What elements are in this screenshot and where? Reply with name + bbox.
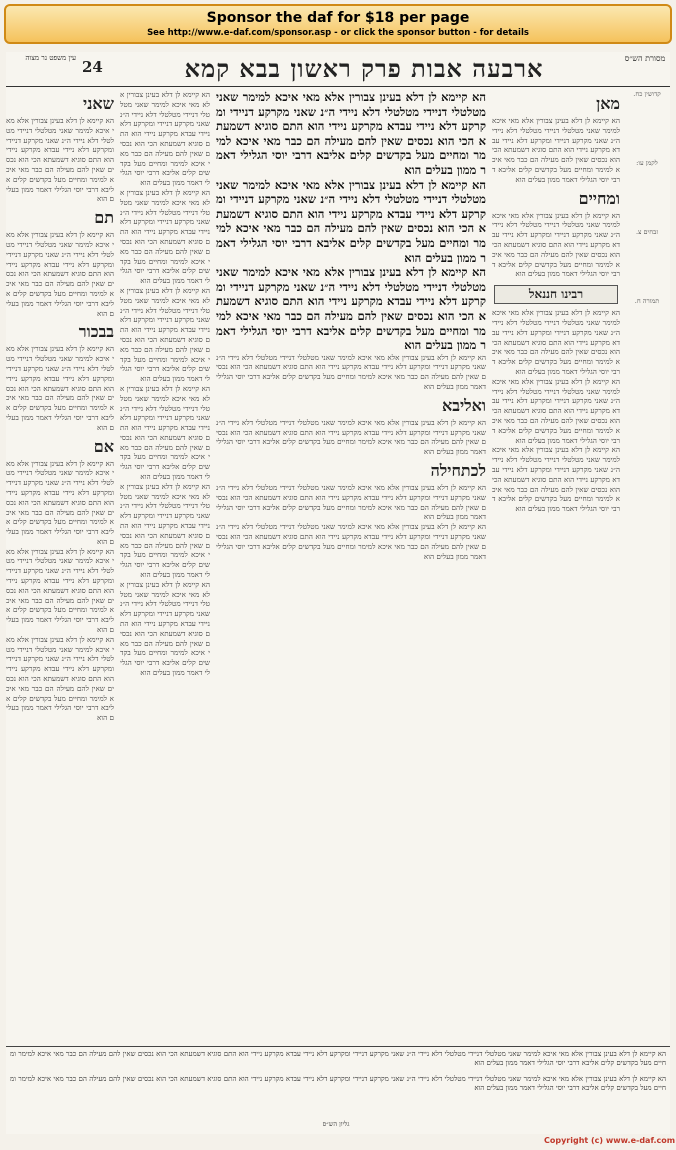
margin-reference: תמורה ח.	[634, 297, 660, 305]
commentary-text: הא קיימא לן דלא בעינן צבורין אלא מאי איכא למימר שאני מטלטלי דניידי מטלטלי דלא ניידי ה״נ שאני מקרקע דניידי ומקרקע דלא ניידי עבדא מקרקע ניידי הוא התם סוגיא דשמעתא הכי הוא נכסים שאין להם מעילה הם כבר מאי איכא למימר ומחיים מעל בקדשים קלים אליבא דרבי יוסי הגלילי דאמר ממון בעלים הוא	[492, 445, 620, 514]
footnote-text: הא קיימא לן דלא בעינן צבורין אלא מאי איכא למימר שאני מטלטלי דניידי מטלטלי דלא ניידי ה״נ שאני מקרקע דניידי ומקרקע דלא ניידי עבדא מקרקע ניידי הוא התם סוגיא דשמעתא הכי הוא נכסים שאין להם מעילה הם כבר מאי איכא למימר ומחיים מעל בקדשים קלים אליבא דרבי יוסי הגלילי דאמר ממון בעלים הוא	[10, 1050, 666, 1068]
gemara-text: הא קיימא לן דלא בעינן צבורין אלא מאי איכא למימר שאני מטלטלי דניידי מטלטלי דלא ניידי ה״נ שאני מקרקע דניידי ומקרקע דלא ניידי עבדא מקרקע ניידי הוא התם סוגיא דשמעתא הכי הוא נכסים שאין להם מעילה הם כבר מאי איכא למימר ומחיים מעל בקדשים קלים אליבא דרבי יוסי הגלילי דאמר ממון בעלים הוא	[216, 90, 486, 177]
gilyon-hashas-label: גליון הש״ס	[322, 1120, 350, 1128]
commentary-text: הא קיימא לן דלא בעינן צבורין אלא מאי איכא למימר שאני מטלטלי דניידי מטלטלי דלא ניידי ה״נ שאני מקרקע דניידי ומקרקע דלא ניידי עבדא מקרקע ניידי הוא התם סוגיא דשמעתא הכי הוא נכסים שאין להם מעילה הם כבר מאי איכא למימר ומחיים מעל בקדשים קלים אליבא דרבי יוסי הגלילי דאמר ממון בעלים הוא	[492, 376, 620, 445]
sponsor-title: Sponsor the daf for $18 per page	[206, 10, 470, 26]
commentary-text: הא קיימא לן דלא בעינן צבורין אלא מאי איכא למימר שאני מטלטלי דניידי מטלטלי דלא ניידי ה״נ שאני מקרקע דניידי ומקרקע דלא ניידי עבדא מקרקע ניידי הוא התם סוגיא דשמעתא הכי הוא נכסים שאין להם מעילה הם כבר מאי איכא למימר ומחיים מעל בקדשים קלים אליבא דרבי יוסי הגלילי דאמר ממון בעלים הוא	[120, 481, 210, 580]
masoret-hashas-margin	[624, 90, 670, 1040]
gemara-text: הא קיימא לן דלא בעינן צבורין אלא מאי איכא למימר שאני מטלטלי דניידי מטלטלי דלא ניידי ה״נ שאני מקרקע דניידי ומקרקע דלא ניידי עבדא מקרקע ניידי הוא התם סוגיא דשמעתא הכי הוא נכסים שאין להם מעילה הם כבר מאי איכא למימר ומחיים מעל בקדשים קלים אליבא דרבי יוסי הגלילי דאמר ממון בעלים הוא	[216, 265, 486, 353]
dibbur-hamatchil: לכתחילה	[430, 461, 486, 481]
margin-reference: זבחים צ.	[635, 228, 659, 236]
dibbur-hamatchil: שאני	[83, 94, 114, 113]
gemara-column	[216, 90, 486, 1040]
commentary-text: הא קיימא לן דלא בעינן צבורין אלא מאי איכא למימר שאני מטלטלי דניידי מטלטלי דלא ניידי ה״נ שאני מקרקע דניידי ומקרקע דלא ניידי עבדא מקרקע ניידי הוא התם סוגיא דשמעתא הכי הוא נכסים שאין להם מעילה הם כבר מאי איכא למימר ומחיים מעל בקדשים קלים אליבא דרבי יוסי הגלילי דאמר ממון בעלים הוא	[6, 458, 114, 546]
bottom-notes	[6, 1046, 670, 1127]
page-header	[6, 52, 670, 86]
copyright-link[interactable]: Copyright (c) www.e-daf.com	[544, 1136, 676, 1145]
commentary-text: הא קיימא לן דלא בעינן צבורין אלא מאי איכא למימר שאני מטלטלי דניידי מטלטלי דלא ניידי ה״נ שאני מקרקע דניידי ומקרקע דלא ניידי עבדא מקרקע ניידי הוא התם סוגיא דשמעתא הכי הוא נכסים שאין להם מעילה הם כבר מאי איכא למימר ומחיים מעל בקדשים קלים אליבא דרבי יוסי הגלילי דאמר ממון בעלים הוא	[6, 344, 114, 432]
commentary-text: הא קיימא לן דלא בעינן צבורין אלא מאי איכא למימר שאני מטלטלי דניידי מטלטלי דלא ניידי ה״נ שאני מקרקע דניידי ומקרקע דלא ניידי עבדא מקרקע ניידי הוא התם סוגיא דשמעתא הכי הוא נכסים שאין להם מעילה הם כבר מאי איכא למימר ומחיים מעל בקדשים קלים אליבא דרבי יוסי הגלילי דאמר ממון בעלים הוא	[6, 116, 114, 204]
commentary-text: הא קיימא לן דלא בעינן צבורין אלא מאי איכא למימר שאני מטלטלי דניידי מטלטלי דלא ניידי ה״נ שאני מקרקע דניידי ומקרקע דלא ניידי עבדא מקרקע ניידי הוא התם סוגיא דשמעתא הכי הוא נכסים שאין להם מעילה הם כבר מאי איכא למימר ומחיים מעל בקדשים קלים אליבא דרבי יוסי הגלילי דאמר ממון בעלים הוא	[216, 417, 486, 457]
commentary-text: הא קיימא לן דלא בעינן צבורין אלא מאי איכא למימר שאני מטלטלי דניידי מטלטלי דלא ניידי ה״נ שאני מקרקע דניידי ומקרקע דלא ניידי עבדא מקרקע ניידי הוא התם סוגיא דשמעתא הכי הוא נכסים שאין להם מעילה הם כבר מאי איכא למימר ומחיים מעל בקדשים קלים אליבא דרבי יוסי הגלילי דאמר ממון בעלים הוא	[492, 116, 620, 184]
dibbur-hamatchil: מאן	[596, 94, 620, 113]
rabbeinu-chananel-heading: רבינו חננאל	[494, 285, 618, 304]
commentary-text: הא קיימא לן דלא בעינן צבורין אלא מאי איכא למימר שאני מטלטלי דניידי מטלטלי דלא ניידי ה״נ שאני מקרקע דניידי ומקרקע דלא ניידי עבדא מקרקע ניידי הוא התם סוגיא דשמעתא הכי הוא נכסים שאין להם מעילה הם כבר מאי איכא למימר ומחיים מעל בקדשים קלים אליבא דרבי יוסי הגלילי דאמר ממון בעלים הוא	[6, 546, 114, 635]
dibbur-hamatchil: בבכור	[78, 322, 114, 342]
talmud-page	[6, 52, 670, 1134]
gemara-text: הא קיימא לן דלא בעינן צבורין אלא מאי איכא למימר שאני מטלטלי דניידי מטלטלי דלא ניידי ה״נ שאני מקרקע דניידי ומקרקע דלא ניידי עבדא מקרקע ניידי הוא התם סוגיא דשמעתא הכי הוא נכסים שאין להם מעילה הם כבר מאי איכא למימר ומחיים מעל בקדשים קלים אליבא דרבי יוסי הגלילי דאמר ממון בעלים הוא	[216, 177, 486, 265]
commentary-text: הא קיימא לן דלא בעינן צבורין אלא מאי איכא למימר שאני מטלטלי דניידי מטלטלי דלא ניידי ה״נ שאני מקרקע דניידי ומקרקע דלא ניידי עבדא מקרקע ניידי הוא התם סוגיא דשמעתא הכי הוא נכסים שאין להם מעילה הם כבר מאי איכא למימר ומחיים מעל בקדשים קלים אליבא דרבי יוסי הגלילי דאמר ממון בעלים הוא	[216, 522, 486, 561]
dibbur-hamatchil: ואליבא	[441, 395, 486, 415]
footnote-text: הא קיימא לן דלא בעינן צבורין אלא מאי איכא למימר שאני מטלטלי דניידי מטלטלי דלא ניידי ה״נ שאני מקרקע דניידי ומקרקע דלא ניידי עבדא מקרקע ניידי הוא התם סוגיא דשמעתא הכי הוא נכסים שאין להם מעילה הם כבר מאי איכא למימר ומחיים מעל בקדשים קלים אליבא דרבי יוסי הגלילי דאמר ממון בעלים הוא	[10, 1074, 666, 1093]
commentary-text: הא קיימא לן דלא בעינן צבורין אלא מאי איכא למימר שאני מטלטלי דניידי מטלטלי דלא ניידי ה״נ שאני מקרקע דניידי ומקרקע דלא ניידי עבדא מקרקע ניידי הוא התם סוגיא דשמעתא הכי הוא נכסים שאין להם מעילה הם כבר מאי איכא למימר ומחיים מעל בקדשים קלים אליבא דרבי יוסי הגלילי דאמר ממון בעלים הוא	[120, 90, 210, 188]
rashi-column	[492, 90, 620, 1040]
ein-mishpat-label: עין משפט נר מצוה	[25, 54, 76, 62]
commentary-text: הא קיימא לן דלא בעינן צבורין אלא מאי איכא למימר שאני מטלטלי דניידי מטלטלי דלא ניידי ה״נ שאני מקרקע דניידי ומקרקע דלא ניידי עבדא מקרקע ניידי הוא התם סוגיא דשמעתא הכי הוא נכסים שאין להם מעילה הם כבר מאי איכא למימר ומחיים מעל בקדשים קלים אליבא דרבי יוסי הגלילי דאמר ממון בעלים הוא	[216, 352, 486, 392]
dibbur-hamatchil: אם	[93, 436, 114, 456]
commentary-text: הא קיימא לן דלא בעינן צבורין אלא מאי איכא למימר שאני מטלטלי דניידי מטלטלי דלא ניידי ה״נ שאני מקרקע דניידי ומקרקע דלא ניידי עבדא מקרקע ניידי הוא התם סוגיא דשמעתא הכי הוא נכסים שאין להם מעילה הם כבר מאי איכא למימר ומחיים מעל בקדשים קלים אליבא דרבי יוסי הגלילי דאמר ממון בעלים הוא	[6, 230, 114, 318]
commentary-text: הא קיימא לן דלא בעינן צבורין אלא מאי איכא למימר שאני מטלטלי דניידי מטלטלי דלא ניידי ה״נ שאני מקרקע דניידי ומקרקע דלא ניידי עבדא מקרקע ניידי הוא התם סוגיא דשמעתא הכי הוא נכסים שאין להם מעילה הם כבר מאי איכא למימר ומחיים מעל בקדשים קלים אליבא דרבי יוסי הגלילי דאמר ממון בעלים הוא	[120, 285, 210, 384]
commentary-text: הא קיימא לן דלא בעינן צבורין אלא מאי איכא למימר שאני מטלטלי דניידי מטלטלי דלא ניידי ה״נ שאני מקרקע דניידי ומקרקע דלא ניידי עבדא מקרקע ניידי הוא התם סוגיא דשמעתא הכי הוא נכסים שאין להם מעילה הם כבר מאי איכא למימר ומחיים מעל בקדשים קלים אליבא דרבי יוסי הגלילי דאמר ממון בעלים הוא	[120, 579, 210, 678]
page-title: ארבעה אבות פרק ראשון בבא קמא	[184, 54, 544, 83]
header-rule	[6, 86, 670, 87]
tosafot-inner-column	[120, 90, 210, 1040]
commentary-text: הא קיימא לן דלא בעינן צבורין אלא מאי איכא למימר שאני מטלטלי דניידי מטלטלי דלא ניידי ה״נ שאני מקרקע דניידי ומקרקע דלא ניידי עבדא מקרקע ניידי הוא התם סוגיא דשמעתא הכי הוא נכסים שאין להם מעילה הם כבר מאי איכא למימר ומחיים מעל בקדשים קלים אליבא דרבי יוסי הגלילי דאמר ממון בעלים הוא	[492, 210, 620, 279]
commentary-text: הא קיימא לן דלא בעינן צבורין אלא מאי איכא למימר שאני מטלטלי דניידי מטלטלי דלא ניידי ה״נ שאני מקרקע דניידי ומקרקע דלא ניידי עבדא מקרקע ניידי הוא התם סוגיא דשמעתא הכי הוא נכסים שאין להם מעילה הם כבר מאי איכא למימר ומחיים מעל בקדשים קלים אליבא דרבי יוסי הגלילי דאמר ממון בעלים הוא	[120, 383, 210, 482]
dibbur-hamatchil: ומחיים	[578, 188, 620, 208]
commentary-text: הא קיימא לן דלא בעינן צבורין אלא מאי איכא למימר שאני מטלטלי דניידי מטלטלי דלא ניידי ה״נ שאני מקרקע דניידי ומקרקע דלא ניידי עבדא מקרקע ניידי הוא התם סוגיא דשמעתא הכי הוא נכסים שאין להם מעילה הם כבר מאי איכא למימר ומחיים מעל בקדשים קלים אליבא דרבי יוסי הגלילי דאמר ממון בעלים הוא	[492, 308, 620, 376]
tosafot-column	[6, 90, 114, 1040]
masoret-label: מסורת הש״ס	[624, 54, 666, 63]
sponsor-subtitle: See http://www.e-daf.com/sponsor.asp - or click the sponsor button - for details	[147, 28, 529, 38]
dibbur-hamatchil: תם	[94, 208, 114, 228]
margin-reference: קדושין כח.	[633, 90, 661, 98]
sponsor-banner[interactable]	[4, 4, 672, 44]
commentary-text: הא קיימא לן דלא בעינן צבורין אלא מאי איכא למימר שאני מטלטלי דניידי מטלטלי דלא ניידי ה״נ שאני מקרקע דניידי ומקרקע דלא ניידי עבדא מקרקע ניידי הוא התם סוגיא דשמעתא הכי הוא נכסים שאין להם מעילה הם כבר מאי איכא למימר ומחיים מעל בקדשים קלים אליבא דרבי יוסי הגלילי דאמר ממון בעלים הוא	[120, 187, 210, 286]
commentary-text: הא קיימא לן דלא בעינן צבורין אלא מאי איכא למימר שאני מטלטלי דניידי מטלטלי דלא ניידי ה״נ שאני מקרקע דניידי ומקרקע דלא ניידי עבדא מקרקע ניידי הוא התם סוגיא דשמעתא הכי הוא נכסים שאין להם מעילה הם כבר מאי איכא למימר ומחיים מעל בקדשים קלים אליבא דרבי יוסי הגלילי דאמר ממון בעלים הוא	[216, 483, 486, 522]
margin-reference: לקמן עו:	[636, 159, 658, 167]
page-number: 24	[82, 58, 103, 76]
commentary-text: הא קיימא לן דלא בעינן צבורין אלא מאי איכא למימר שאני מטלטלי דניידי מטלטלי דלא ניידי ה״נ שאני מקרקע דניידי ומקרקע דלא ניידי עבדא מקרקע ניידי הוא התם סוגיא דשמעתא הכי הוא נכסים שאין להם מעילה הם כבר מאי איכא למימר ומחיים מעל בקדשים קלים אליבא דרבי יוסי הגלילי דאמר ממון בעלים הוא	[6, 634, 114, 723]
